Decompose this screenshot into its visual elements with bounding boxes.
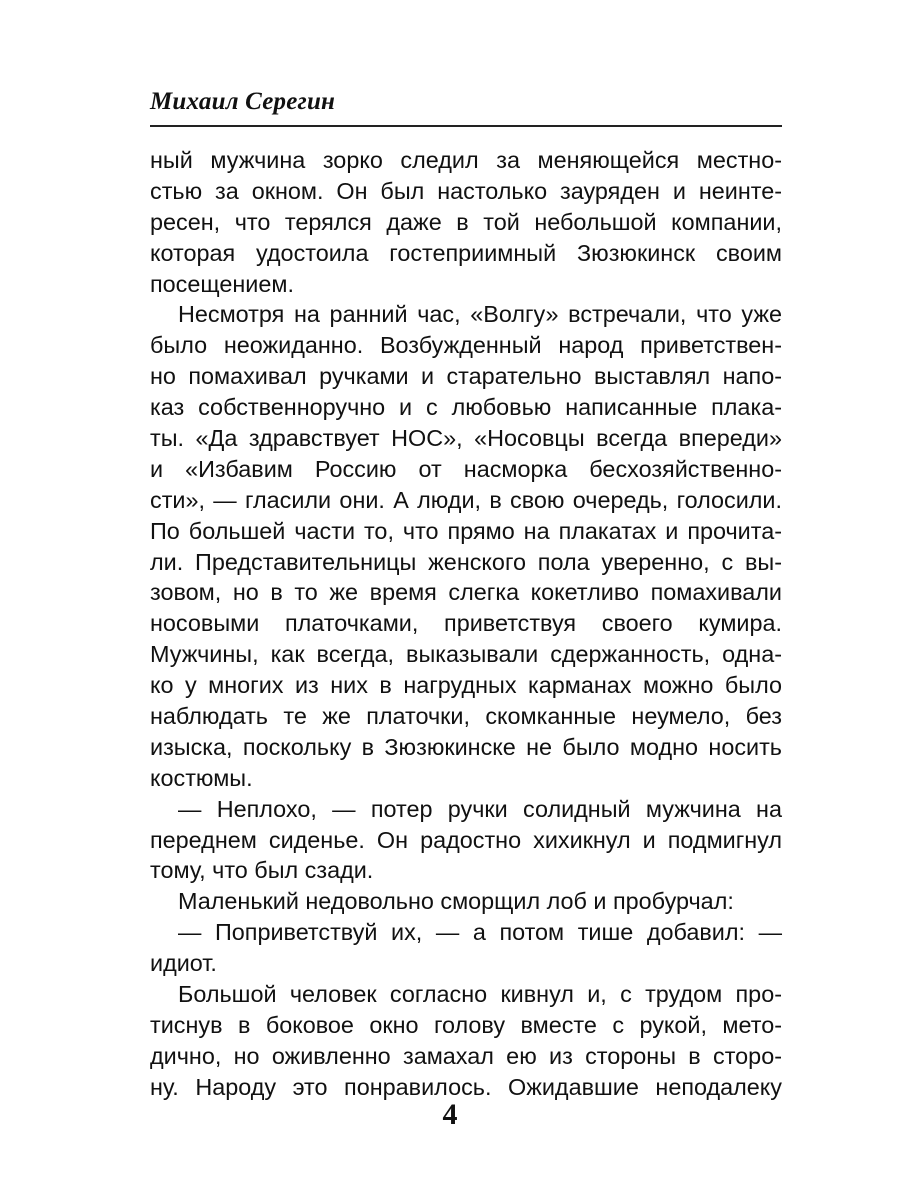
text-line: ты. «Да здравствует НОС», «Носовцы всегда впереди» bbox=[150, 425, 782, 452]
running-head-author: Михаил Серегин bbox=[150, 88, 336, 115]
text-line: но помахивал ручками и старательно выставлял напо- bbox=[150, 363, 782, 390]
text-line: идиот. bbox=[150, 950, 217, 977]
text-line: сти», — гласили они. А люди, в свою очередь, голосили. bbox=[150, 486, 782, 513]
text-line: каз собственноручно и с любовью написанные плака- bbox=[150, 394, 782, 421]
text-line: тому, что был сзади. bbox=[150, 857, 374, 884]
text-line: было неожиданно. Возбужденный народ приветствен- bbox=[150, 332, 782, 359]
text-line: изыска, поскольку в Зюзюкинске не было модно носить bbox=[150, 733, 782, 760]
text-line: дично, но оживленно замахал ею из стороны в сторо- bbox=[150, 1042, 782, 1069]
body-text bbox=[150, 145, 782, 1103]
text-line: ный мужчина зорко следил за меняющейся местно- bbox=[150, 147, 782, 173]
text-line: носовыми платочками, приветствуя своего кумира. bbox=[150, 610, 782, 637]
text-line: ко у многих из них в нагрудных карманах можно было bbox=[150, 672, 782, 699]
text-line: ли. Представительницы женского пола уверенно, с вы- bbox=[150, 548, 782, 575]
text-line: ну. Народу это понравилось. Ожидавшие неподалеку bbox=[150, 1073, 782, 1100]
text-line: Маленький недовольно сморщил лоб и пробурчал: bbox=[178, 888, 734, 915]
page-number: 4 bbox=[442, 1098, 458, 1131]
header-rule bbox=[150, 125, 782, 127]
text-line: Мужчины, как всегда, выказывали сдержанность, одна- bbox=[150, 641, 782, 668]
text-line: переднем сиденье. Он радостно хихикнул и подмигнул bbox=[150, 826, 782, 853]
text-line: и «Избавим Россию от насморка бесхозяйственно- bbox=[150, 455, 782, 482]
text-line: костюмы. bbox=[150, 764, 253, 791]
text-line: ресен, что терялся даже в той небольшой компании, bbox=[150, 208, 782, 235]
text-line: Большой человек согласно кивнул и, с трудом про- bbox=[178, 981, 782, 1008]
text-line: — Поприветствуй их, — а потом тише добавил: — bbox=[178, 919, 782, 946]
text-line: посещением. bbox=[150, 270, 294, 297]
text-line: наблюдать те же платочки, скомканные неумело, без bbox=[150, 703, 782, 730]
text-line: тиснув в боковое окно голову вместе с рукой, мето- bbox=[150, 1011, 782, 1038]
text-line: — Неплохо, — потер ручки солидный мужчина на bbox=[178, 795, 782, 822]
text-line: которая удостоила гостеприимный Зюзюкинск своим bbox=[150, 239, 782, 266]
text-line: Несмотря на ранний час, «Волгу» встречали, что уже bbox=[178, 301, 782, 328]
text-line: зовом, но в то же время слегка кокетливо помахивали bbox=[150, 579, 782, 606]
text-line: По большей части то, что прямо на плакатах и прочита- bbox=[150, 517, 782, 544]
text-line: стью за окном. Он был настолько зауряден и неинте- bbox=[150, 177, 782, 204]
